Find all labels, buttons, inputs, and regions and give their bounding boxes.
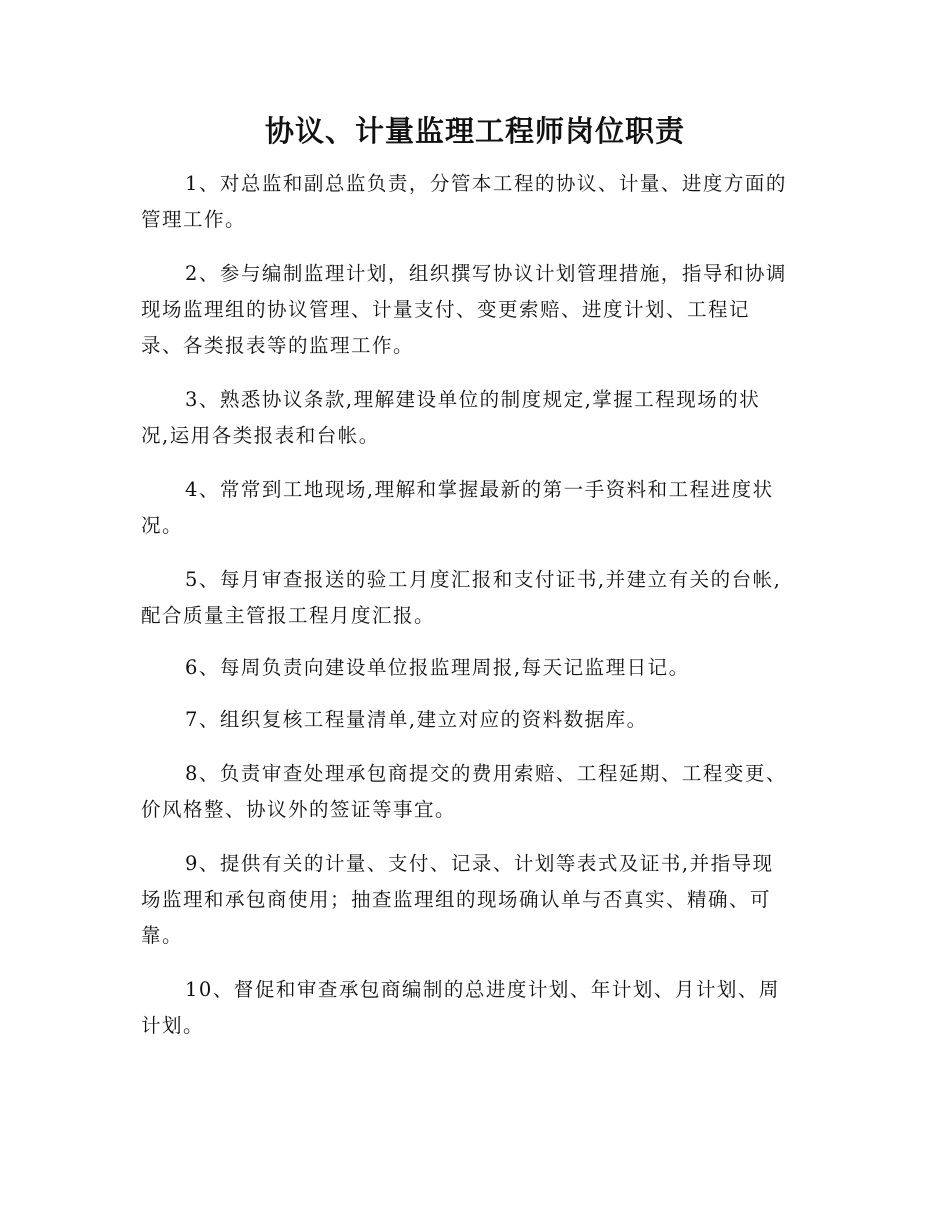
document-title: 协议、计量监理工程师岗位职责 [264,114,685,148]
duty-item-7: 7、组织复核工程量清单,建立对应的资料数据库。 [185,708,648,731]
duty-item-3: 3、熟悉协议条款,理解建设单位的制度规定,掌握工程现场的状 况,运用各类报表和台帐。 [141,388,761,447]
duty-item-4: 4、常常到工地现场,理解和掌握最新的第一手资料和工程进度状 况。 [141,478,774,537]
duty-item-2: 2、参与编制监理计划，组织撰写协议计划管理措施，指导和协调 现场监理组的协议管理、计量支付、变更索赔、进度计划、工程记 录、各类报表等的监理工作。 [141,262,787,357]
duty-item-8: 8、负责审查处理承包商提交的费用索赔、工程延期、工程变更、 价风格整、协议外的签证等事宜。 [141,762,787,821]
duty-item-5: 5、每月审查报送的验工月度汇报和支付证书,并建立有关的台帐, 配合质量主管报工程月度汇报。 [141,568,782,627]
duty-item-1: 1、对总监和副总监负责，分管本工程的协议、计量、进度方面的 管理工作。 [141,172,787,231]
duty-item-6: 6、每周负责向建设单位报监理周报,每天记监理日记。 [185,656,690,679]
duty-item-10: 10、督促和审查承包商编制的总进度计划、年计划、月计划、周 计划。 [141,978,780,1037]
duty-item-9: 9、提供有关的计量、支付、记录、计划等表式及证书,并指导现 场监理和承包商使用；抽查监理组的现场确认单与否真实、精确、可 靠。 [141,852,774,947]
